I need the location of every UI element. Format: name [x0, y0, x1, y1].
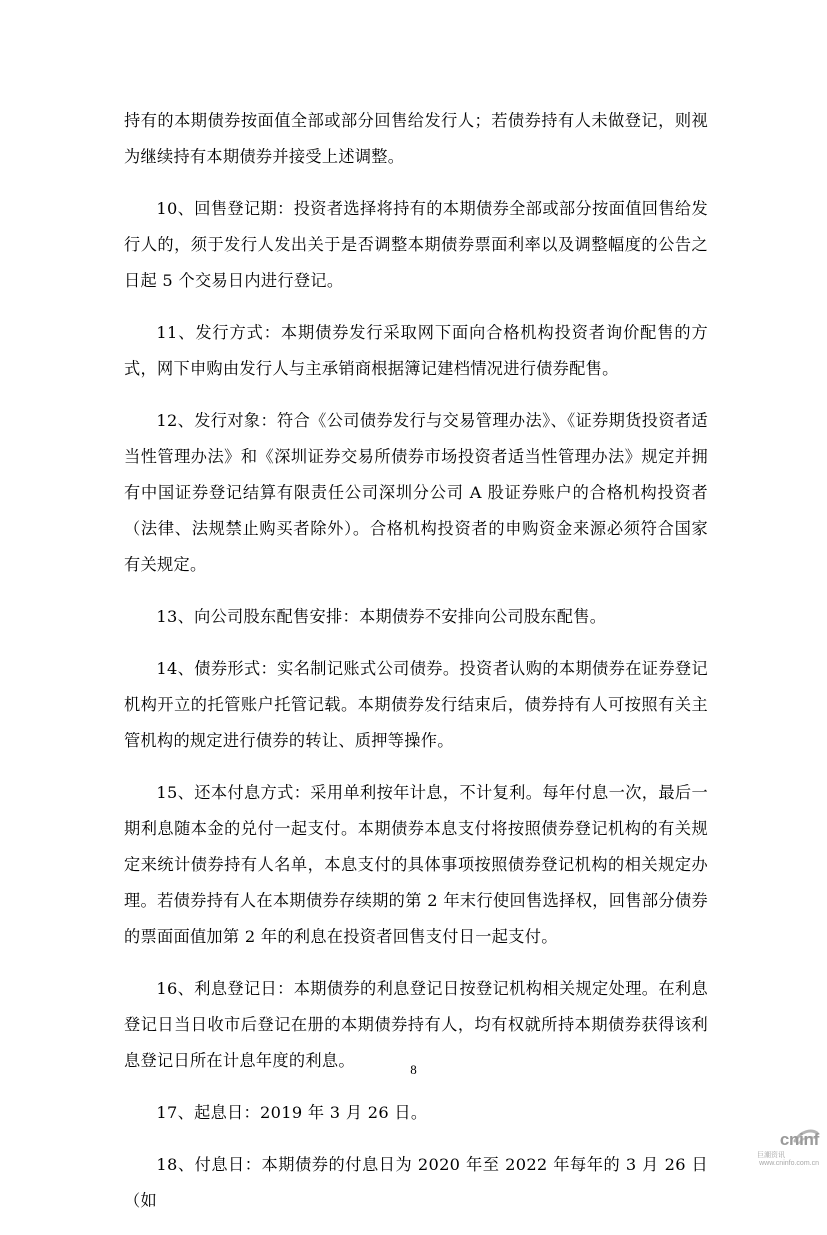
- paragraph-item-15: 15、还本付息方式：采用单利按年计息，不计复利。每年付息一次，最后一期利息随本金的兑付一起支付。本期债券本息支付将按照债券登记机构的有关规定来统计债券持有人名单，本息支付的具体事项按照债券登记机构的相关规定办理。若债券持有人在本期债券存续期的第 2 年末行使回售选择权，回售部分债券的票面面值加第 2 年的利息在投资者回售支付日一起支付。: [124, 783, 708, 946]
- paragraph-item-13: 13、向公司股东配售安排：本期债券不安排向公司股东配售。: [156, 607, 607, 626]
- paragraph-item-18: 18、付息日：本期债券的付息日为 2020 年至 2022 年每年的 3 月 26 日（如: [124, 1155, 708, 1210]
- paragraph-item-11: 11、发行方式：本期债券发行采取网下面向合格机构投资者询价配售的方式，网下申购由发行人与主承销商根据簿记建档情况进行债券配售。: [124, 323, 708, 378]
- watermark-brand: cninf: [779, 1130, 819, 1149]
- page-number: 8: [410, 1062, 417, 1077]
- paragraph-item-17: 17、起息日：2019 年 3 月 26 日。: [156, 1103, 428, 1122]
- paragraph-item-12: 12、发行对象：符合《公司债券发行与交易管理办法》、《证券期货投资者适当性管理办法》和《深圳证券交易所债券市场投资者适当性管理办法》规定并拥有中国证券登记结算有限责任公司深圳分公司 A 股证券账户的合格机构投资者（法律、法规禁止购买者除外）。合格机构投资者的申购资金来源必须符合国家有关规定。: [124, 411, 708, 574]
- cninfo-watermark-logo: [739, 1123, 819, 1167]
- paragraph-item-10: 10、回售登记期：投资者选择将持有的本期债券全部或部分按面值回售给发行人的，须于发行人发出关于是否调整本期债券票面利率以及调整幅度的公告之日起 5 个交易日内进行登记。: [124, 199, 708, 290]
- watermark-url: www.cninfo.com.cn: [759, 1160, 819, 1167]
- paragraph-continuation: 持有的本期债券按面值全部或部分回售给发行人；若债券持有人未做登记，则视为继续持有本期债券并接受上述调整。: [124, 111, 708, 166]
- paragraph-item-14: 14、债券形式：实名制记账式公司债券。投资者认购的本期债券在证券登记机构开立的托管账户托管记载。本期债券发行结束后，债券持有人可按照有关主管机构的规定进行债券的转让、质押等操作。: [124, 659, 708, 750]
- paragraph-item-16: 16、利息登记日：本期债券的利息登记日按登记机构相关规定处理。在利息登记日当日收市后登记在册的本期债券持有人，均有权就所持本期债券获得该利息登记日所在计息年度的利息。: [124, 979, 708, 1070]
- watermark-subtitle: 巨潮资讯: [757, 1151, 785, 1159]
